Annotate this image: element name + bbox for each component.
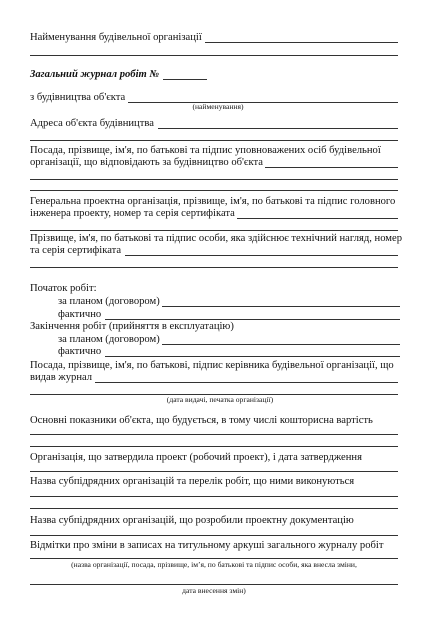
responsible-line-2[interactable] [30, 179, 398, 180]
general-design-text-1: Генеральна проектна організація, прізвище, ім'я, по батькові та підпис головного [30, 196, 396, 207]
org-name-line-2[interactable] [30, 55, 398, 56]
changes-hint: (назва організації, посада, прізвище, ім’я, по батькові та підпис особи, яка внесла зміни, [71, 560, 357, 569]
start-actual-label: фактично [58, 309, 102, 320]
technical-sup-line-2[interactable] [30, 267, 398, 268]
head-line[interactable] [95, 382, 398, 383]
end-actual-line[interactable] [105, 356, 400, 357]
address-line-2[interactable] [30, 140, 398, 141]
changes-label: Відмітки про зміни в записах на титульному аркуші загального журналу робіт [30, 540, 384, 551]
approver-line[interactable] [30, 471, 398, 472]
responsible-text-2: організації, що відповідають за будівництво об'єкта [30, 157, 263, 168]
general-design-line[interactable] [237, 218, 398, 219]
approver-label: Організація, що затвердила проект (робочий проект), і дата затвердження [30, 452, 362, 463]
start-label: Початок робіт: [30, 283, 97, 294]
main-indicators-line[interactable] [30, 434, 398, 435]
technical-sup-line[interactable] [125, 255, 398, 256]
address-line[interactable] [158, 128, 398, 129]
journal-number-line[interactable] [163, 79, 207, 80]
object-hint: (найменування) [192, 102, 244, 111]
changes-line[interactable] [30, 558, 398, 559]
main-indicators-label: Основні показники об'єкта, що будується, в тому числі кошторисна вартість [30, 415, 373, 426]
end-label: Закінчення робіт (прийняття в експлуатацію) [30, 321, 234, 332]
main-indicators-line-2[interactable] [30, 446, 398, 447]
subcontractors-design-label: Назва субпідрядних організацій, що розробили проектну документацію [30, 515, 354, 526]
issue-hint: (дата видачі, печатка організації) [166, 395, 274, 404]
technical-sup-text-2: та серія сертифіката [30, 245, 122, 256]
object-line[interactable] [128, 102, 398, 103]
responsible-line-3[interactable] [30, 190, 398, 191]
subcontractors-design-line[interactable] [30, 535, 398, 536]
changes-date-hint: дата внесення змін) [182, 586, 246, 595]
responsible-text-1: Посада, прізвище, ім'я, по батькові та підпис уповноважених осіб будівельної [30, 145, 381, 156]
end-by-plan-line[interactable] [162, 344, 400, 345]
subcontractors-works-line-2[interactable] [30, 508, 398, 509]
journal-title-text: Загальний журнал робіт № [30, 69, 160, 80]
end-by-plan-label: за планом (договором) [58, 334, 160, 345]
changes-line-2[interactable] [30, 584, 398, 585]
org-name-line[interactable] [205, 42, 398, 43]
general-design-line-2[interactable] [30, 230, 398, 231]
org-name-label: Найменування будівельної організації [30, 32, 202, 43]
head-text-1: Посада, прізвище, ім'я, по батькові, підпис керівника будівельної організації, що [30, 360, 394, 371]
start-actual-line[interactable] [105, 319, 400, 320]
object-label: з будівництва об'єкта [30, 92, 126, 103]
subcontractors-works-label: Назва субпідрядних організацій та перелік робіт, що ними виконуються [30, 476, 355, 487]
technical-sup-text-1: Прізвище, ім'я, по батькові та підпис особи, яка здійснює технічний нагляд, номер [30, 233, 403, 244]
end-actual-label: фактично [58, 346, 102, 357]
start-by-plan-label: за планом (договором) [58, 296, 160, 307]
responsible-line[interactable] [265, 167, 398, 168]
subcontractors-works-line[interactable] [30, 496, 398, 497]
journal-title [30, 69, 159, 81]
general-design-text-2: інженера проекту, номер та серія сертифіката [30, 208, 235, 219]
address-label: Адреса об'єкта будівництва [30, 118, 154, 129]
head-text-2: видав журнал [30, 372, 93, 383]
start-by-plan-line[interactable] [162, 306, 400, 307]
